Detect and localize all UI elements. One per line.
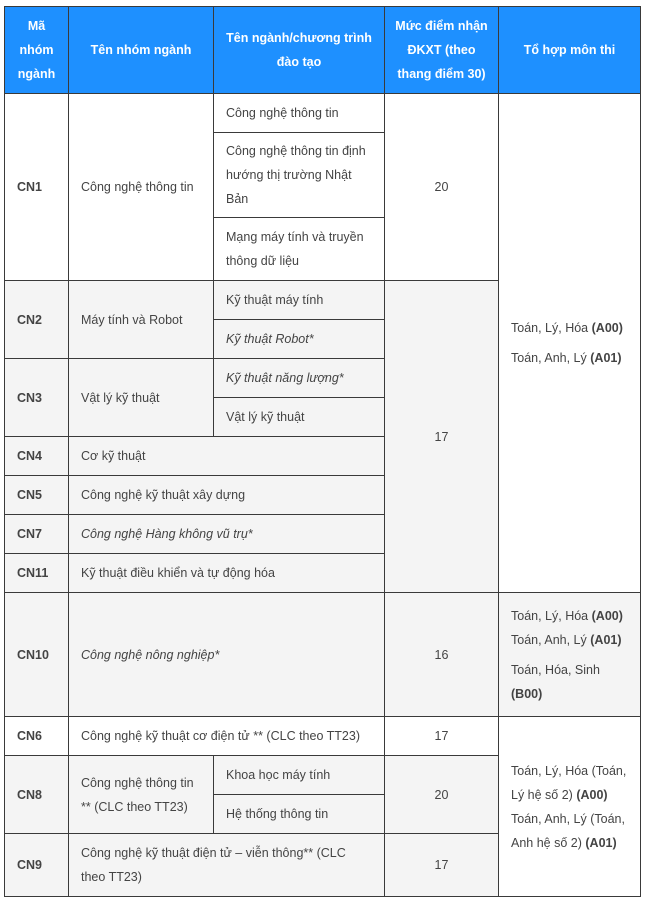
group-name-cn4: Cơ kỹ thuật <box>69 437 385 476</box>
table-row <box>5 593 641 717</box>
program-cn1-1: Công nghệ thông tin <box>214 94 385 133</box>
code-cn2: CN2 <box>5 281 69 359</box>
code-cn9: CN9 <box>5 834 69 897</box>
combo-block-c <box>499 717 641 897</box>
header-combo: Tổ hợp môn thi <box>499 7 641 94</box>
combo-line: Toán, Lý, Hóa (A00) <box>511 321 623 335</box>
score-cn8: 20 <box>385 756 499 834</box>
group-name-cn3: Vật lý kỹ thuật <box>69 359 214 437</box>
combo-line: Toán, Anh, Lý (Toán, Anh hệ số 2) (A01) <box>511 811 625 850</box>
group-name-cn2: Máy tính và Robot <box>69 281 214 359</box>
code-cn4: CN4 <box>5 437 69 476</box>
score-cn2-cn11: 17 <box>385 281 499 593</box>
code-cn11: CN11 <box>5 554 69 593</box>
combo-block-b <box>499 593 641 717</box>
program-cn8-2: Hệ thống thông tin <box>214 795 385 834</box>
group-name-cn9: Công nghệ kỹ thuật điện tử – viễn thông** (CLC theo TT23) <box>69 834 385 897</box>
code-cn7: CN7 <box>5 515 69 554</box>
code-cn8: CN8 <box>5 756 69 834</box>
header-program-name: Tên ngành/chương trình đào tạo <box>214 7 385 94</box>
program-cn2-2: Kỹ thuật Robot* <box>214 320 385 359</box>
code-cn3: CN3 <box>5 359 69 437</box>
code-cn10: CN10 <box>5 593 69 717</box>
score-cn6: 17 <box>385 717 499 756</box>
group-name-cn1: Công nghệ thông tin <box>69 94 214 281</box>
score-cn1: 20 <box>385 94 499 281</box>
group-name-cn5: Công nghệ kỹ thuật xây dựng <box>69 476 385 515</box>
admission-table <box>4 6 641 897</box>
code-cn6: CN6 <box>5 717 69 756</box>
header-row <box>5 7 641 94</box>
combo-line: Toán, Hóa, Sinh (B00) <box>511 662 600 701</box>
table-row <box>5 94 641 133</box>
program-cn1-2: Công nghệ thông tin định hướng thị trường Nhật Bản <box>214 133 385 218</box>
code-cn1: CN1 <box>5 94 69 281</box>
program-cn1-3: Mạng máy tính và truyền thông dữ liệu <box>214 218 385 281</box>
combo-line: Toán, Lý, Hóa (A00) <box>511 608 623 623</box>
header-score: Mức điểm nhận ĐKXT (theo thang điểm 30) <box>385 7 499 94</box>
header-code: Mã nhóm ngành <box>5 7 69 94</box>
group-name-cn7: Công nghệ Hàng không vũ trụ* <box>69 515 385 554</box>
program-cn3-2: Vật lý kỹ thuật <box>214 398 385 437</box>
program-cn3-1: Kỹ thuật năng lượng* <box>214 359 385 398</box>
combo-line: Toán, Anh, Lý (A01) <box>511 351 622 365</box>
group-name-cn10: Công nghệ nông nghiệp* <box>69 593 385 717</box>
group-name-cn8: Công nghệ thông tin ** (CLC theo TT23) <box>69 756 214 834</box>
group-name-cn6: Công nghệ kỹ thuật cơ điện tử ** (CLC theo TT23) <box>69 717 385 756</box>
combo-block-a <box>499 94 641 593</box>
score-cn9: 17 <box>385 834 499 897</box>
header-group-name: Tên nhóm ngành <box>69 7 214 94</box>
combo-line: Toán, Lý, Hóa (Toán, Lý hệ số 2) (A00) <box>511 763 627 802</box>
program-cn2-1: Kỹ thuật máy tính <box>214 281 385 320</box>
table-row <box>5 717 641 756</box>
code-cn5: CN5 <box>5 476 69 515</box>
combo-line: Toán, Anh, Lý (A01) <box>511 632 622 647</box>
group-name-cn11: Kỹ thuật điều khiển và tự động hóa <box>69 554 385 593</box>
score-cn10: 16 <box>385 593 499 717</box>
program-cn8-1: Khoa học máy tính <box>214 756 385 795</box>
